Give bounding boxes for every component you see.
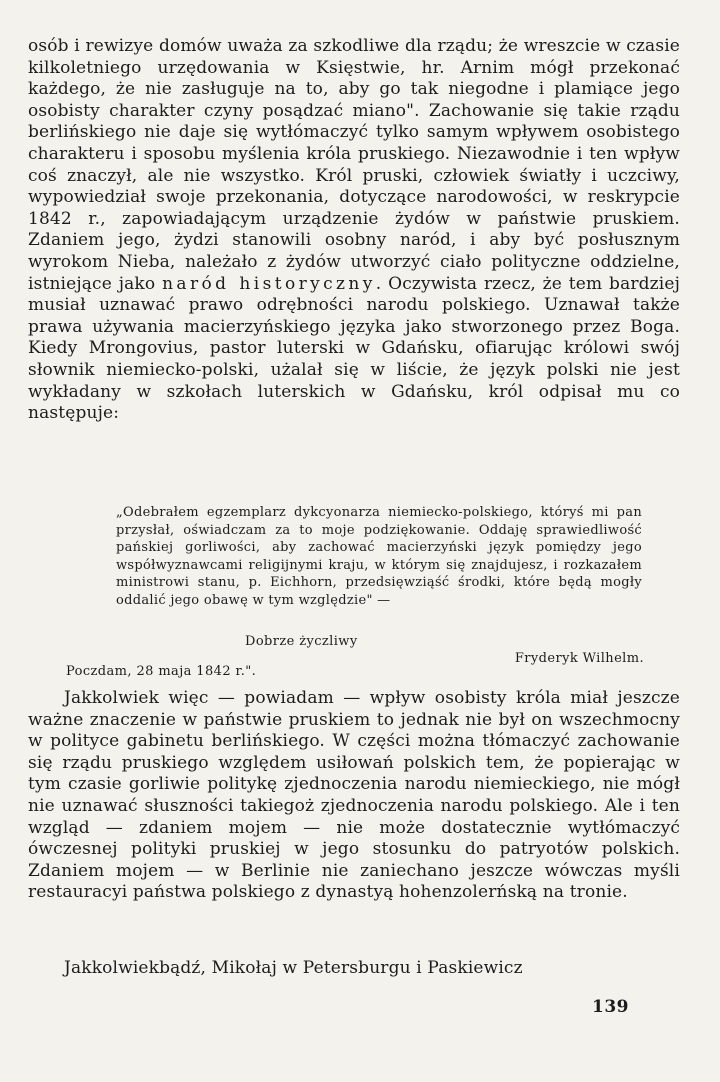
paragraph-2: Jakkolwiek więc — powiadam — wpływ osobisty króla miał jeszcze ważne znaczenie w państwie pruskiem to jednak nie był on wszechmocny w polityce gabinetu berlińskiego. W części można tłómaczyć zachowanie się rządu pruskiego względem usiłowań polskich tem, że popierając w tym czasie gorliwie politykę zjednoczenia narodu niemieckiego, nie mógł nie uznawać słuszności takiegoż zjednoczenia narodu polskiego. Ale i ten wzgląd — zdaniem mojem — nie może dostatecznie wytłómaczyć ówczesnej polityki pruskiej w jego stosunku do patryotów polskich. Zdaniem mojem — w Berlinie nie zaniechano jeszcze wówczas myśli restauracyi państwa polskiego z dynastyą hohenzolerńską na tronie. xyxy=(28,688,680,903)
letter-dateline: Poczdam, 28 maja 1842 r.". xyxy=(66,664,257,679)
paragraph-1 xyxy=(28,36,680,425)
letter-signer: Fryderyk Wilhelm. xyxy=(514,651,644,666)
page-number: 139 xyxy=(592,997,629,1017)
paragraph-1-text-a: osób i rewizye domów uważa za szkodliwe dla rządu; że wreszcie w czasie kilkoletniego urzędowania w Księstwie, hr. Arnim mógł przekonać każdego, że nie zasługuje na to, aby go tak niegodne i plamiące jego osobisty charakter czyny posądzać miano". Zachowanie się takie rządu berlińskiego nie daje się wytłómaczyć tylko samym wpływem osobistego charakteru i sposobu myślenia króla pruskiego. Niezawodnie i ten wpływ coś znaczył, ale nie wszystko. Król pruski, człowiek światły i uczciwy, wypowiedział swoje przekonania, dotyczące narodowości, w reskrypcie 1842 r., zapowiadającym urządzenie żydów w państwie pruskiem. Zdaniem jego, żydzi stanowili osobny naród, i aby być posłusznym wyrokom Nieba, należało z żydów utworzyć ciało polityczne oddzielne, istniejące jako xyxy=(28,36,680,294)
letter-closing: Dobrze życzliwy xyxy=(245,634,358,649)
royal-letter-quote: „Odebrałem egzemplarz dykcyonarza niemiecko-polskiego, któryś mi pan przysłał, oświadczam za to moje podziękowanie. Oddaję sprawiedliwość pańskiej gorliwości, aby zachować macierzyński język pomiędzy jego współwyznawcami religijnymi kraju, w którym się znajdujesz, i rozkazałem ministrowi stanu, p. Eichhorn, przedsięwziąść środki, które będą mogły oddalić jego obawę w tym względzie" — xyxy=(116,505,642,608)
paragraph-1-text-b: . Oczywista rzecz, że tem bardziej musiał uznawać prawo odrębności narodu polskiego. Uznawał także prawa używania macierzyńskiego języka jako stworzonego przez Boga. Kiedy Mrongovius, pastor luterski w Gdańsku, ofiarując królowi swój słownik niemiecko-polski, użalał się w liście, że język polski nie jest wykładany w szkołach luterskich w Gdańsku, król odpisał mu co następuje: xyxy=(28,273,680,424)
paragraph-3: Jakkolwiekbądź, Mikołaj w Petersburgu i Paskiewicz xyxy=(64,958,523,978)
paragraph-1-emphasis: naród historyczny xyxy=(162,273,376,294)
